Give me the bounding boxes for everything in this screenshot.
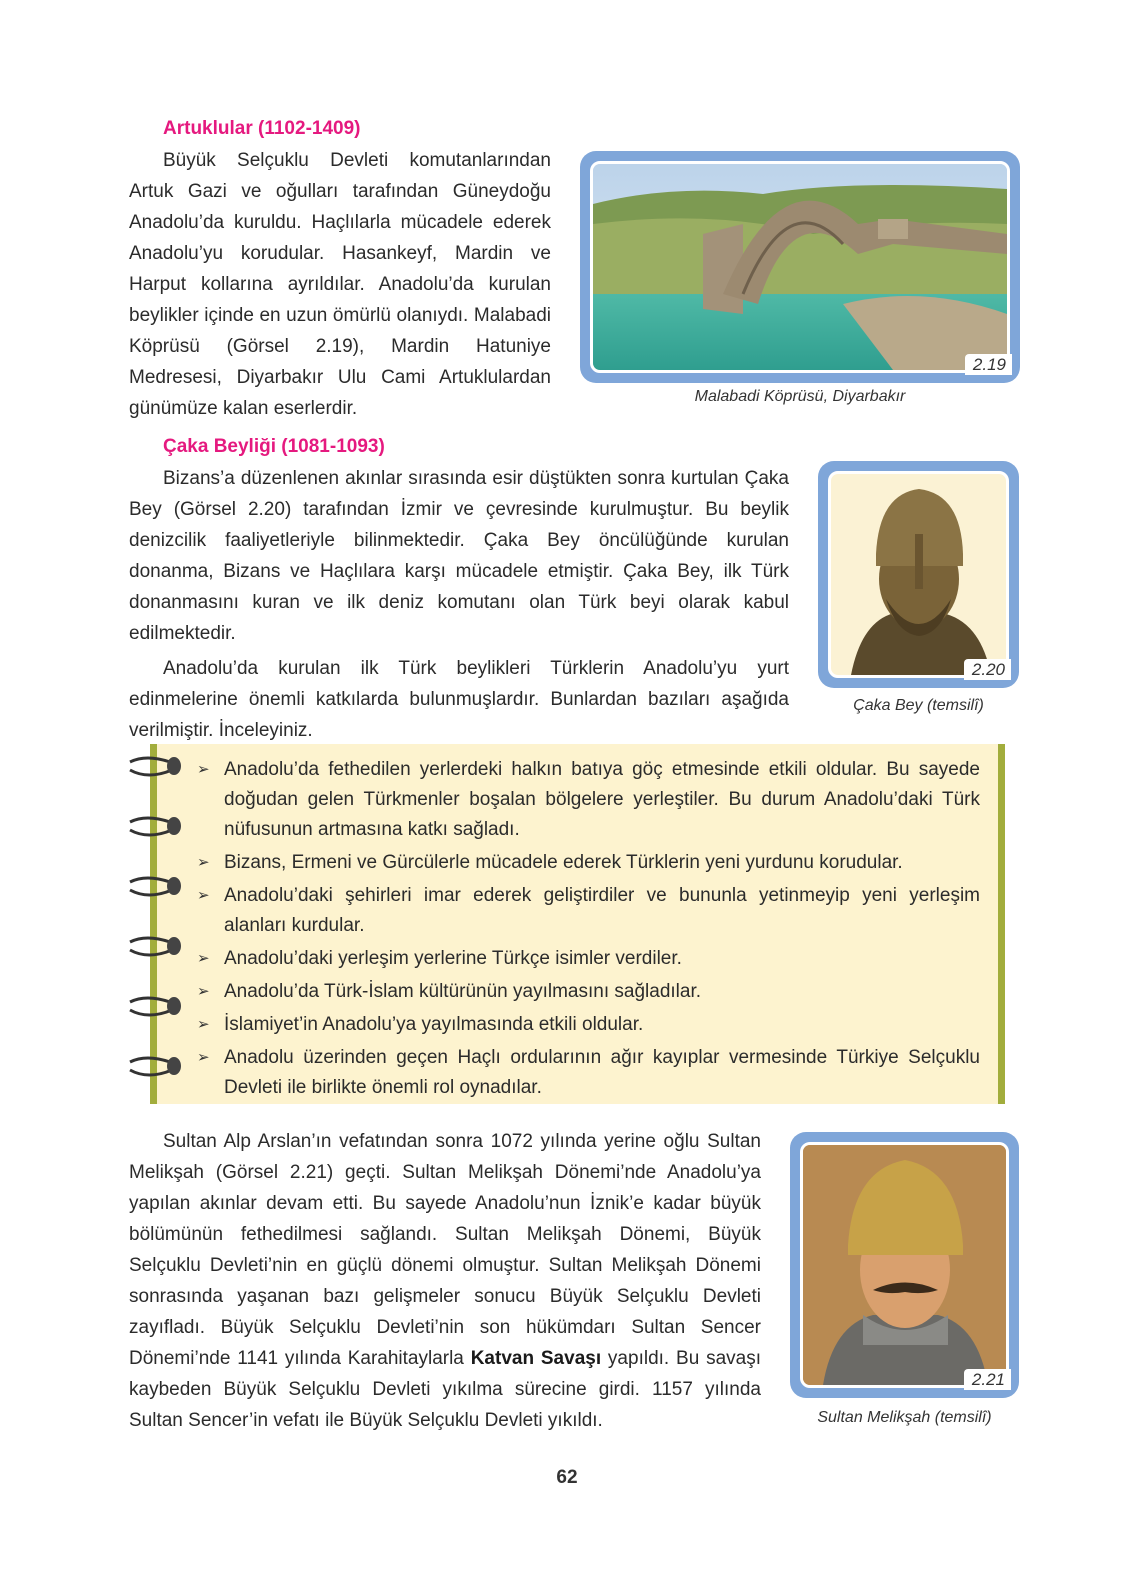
- note-item-5: [197, 977, 980, 1007]
- figure-2-19-number: 2.19: [965, 354, 1012, 375]
- arrow-bullet-icon: ➢: [197, 1016, 210, 1033]
- sultan-meliksah-portrait-image: [800, 1142, 1009, 1388]
- note-list: [197, 755, 980, 1106]
- arrow-bullet-icon: ➢: [197, 887, 210, 904]
- paragraph-caka-beyligi: [129, 463, 789, 746]
- notebook-note-box: [150, 744, 1005, 1104]
- arrow-bullet-icon: ➢: [197, 1049, 210, 1066]
- paragraph-sultan-meliksah-text: [129, 1126, 761, 1436]
- page-number: 62: [556, 1467, 578, 1488]
- heading-caka-beyligi: Çaka Beyliği (1081-1093): [163, 436, 385, 457]
- arrow-bullet-icon: ➢: [197, 983, 210, 1000]
- spiral-ring-icon: [126, 752, 184, 782]
- note-item-6: [197, 1010, 980, 1040]
- figure-2-20-frame: [818, 461, 1019, 688]
- figure-2-19-frame: [580, 151, 1020, 383]
- figure-2-20-caption: Çaka Bey (temsilî): [853, 697, 984, 714]
- arrow-bullet-icon: ➢: [197, 950, 210, 967]
- note-item-4-text: Anadolu’daki yerleşim yerlerine Türkçe isimler verdiler.: [224, 948, 682, 969]
- figure-2-19-caption: Malabadi Köprüsü, Diyarbakır: [694, 388, 906, 405]
- note-item-1: [197, 755, 980, 845]
- note-item-2: [197, 848, 980, 878]
- spiral-ring-icon: [126, 1052, 184, 1082]
- note-item-7: [197, 1043, 980, 1103]
- figure-2-20-number: 2.20: [964, 659, 1011, 680]
- heading-artuklular: Artuklular (1102-1409): [163, 118, 361, 139]
- note-item-4: [197, 944, 980, 974]
- note-item-2-text: Bizans, Ermeni ve Gürcülerle mücadele ederek Türklerin yeni yurdunu korudular.: [224, 852, 903, 873]
- paragraph-artuklular: [129, 145, 551, 424]
- arrow-bullet-icon: ➢: [197, 761, 210, 778]
- note-item-3-text: Anadolu’daki şehirleri imar ederek geliştirdiler ve bununla yetinmeyip yeni yerleşim alanları kurdular.: [224, 885, 980, 936]
- figure-2-21-number: 2.21: [964, 1369, 1011, 1390]
- note-left-strip: [150, 744, 157, 1104]
- spiral-ring-icon: [126, 932, 184, 962]
- bridge-illustration: [593, 164, 1007, 370]
- paragraph-caka-bey-text: Bizans’a düzenlenen akınlar sırasında esir düştükten sonra kurtulan Çaka Bey (Görsel 2.20) tarafından İzmir ve çevresinde kurulmuştur. Bu beylik denizcilik faaliyetleriyle bilinmektedir. Çaka Bey öncülüğünde kurulan donanma, Bizans ve Haçlılara karşı mücadele etmiştir. Çaka Bey, ilk Türk donanmasını kuran ve ilk deniz komutanı olan Türk beyi olarak kabul edilmektedir.: [129, 468, 789, 644]
- spiral-ring-icon: [126, 812, 184, 842]
- paragraph-artuklular-text: Büyük Selçuklu Devleti komutanlarından Artuk Gazi ve oğulları tarafından Güneydoğu Anadolu’da kuruldu. Haçlılarla mücadele ederek Anadolu’yu korudular. Hasankeyf, Mardin ve Harput kollarına ayrıldılar. Anadolu’da kurulan beylikler içinde en uzun ömürlü olanıydı. Malabadi Köprüsü (Görsel 2.19), Mardin Hatuniye Medresesi, Diyarbakır Ulu Cami Artuklulardan günümüze kalan eserlerdir.: [129, 150, 551, 419]
- note-item-1-text: Anadolu’da fethedilen yerlerdeki halkın batıya göç etmesinde etkili oldular. Bu sayede doğudan gelen Türkmenler boşalan bölgelere yerleştiler. Bu durum Anadolu’daki Türk nüfusunun artmasına katkı sağladı.: [224, 759, 980, 840]
- note-right-strip: [998, 744, 1005, 1104]
- note-item-5-text: Anadolu’da Türk-İslam kültürünün yayılmasını sağladılar.: [224, 981, 702, 1002]
- figure-2-21-frame: [790, 1132, 1019, 1398]
- note-item-3: [197, 881, 980, 941]
- paragraph-text-part-1: Sultan Alp Arslan’ın vefatından sonra 1072 yılında yerine oğlu Sultan Melikşah (Görsel 2.21) geçti. Sultan Melikşah Dönemi’nde Anadolu’ya yapılan akınlar devam etti. Bu sayede Anadolu’nun İznik’e kadar büyük bölümünün fethedilmesi sağlandı. Sultan Melikşah Dönemi, Büyük Selçuklu Devleti’nin en güçlü dönemi olmuştur. Sultan Melikşah Dönemi sonrasında yaşanan bazı gelişmeler sonucu Büyük Selçuklu Devleti zayıfladı. Büyük Selçuklu Devleti’nin son hükümdarı Sultan Sencer Dönemi’nde 1141 yılında Karahitaylarla: [129, 1131, 761, 1369]
- paragraph-sultan-meliksah: [129, 1126, 761, 1436]
- caka-bey-bust-image: [828, 471, 1009, 678]
- figure-2-21-caption: Sultan Melikşah (temsilî): [817, 1409, 992, 1426]
- portrait-illustration: [803, 1145, 1006, 1385]
- paragraph-text-part-2: yapıldı. Bu savaşı kaybeden Büyük Selçuklu Devleti yıkılma sürecine girdi. 1157 yılında Sultan Sencer’in vefatı ile Büyük Selçuklu Devleti yıkıldı.: [129, 1348, 761, 1431]
- note-item-7-text: Anadolu üzerinden geçen Haçlı ordularının ağır kayıplar vermesinde Türkiye Selçuklu Devleti ile birlikte önemli rol oynadılar.: [224, 1047, 980, 1098]
- malabadi-bridge-image: [590, 161, 1010, 373]
- note-item-6-text: İslamiyet’in Anadolu’ya yayılmasında etkili oldular.: [224, 1014, 644, 1035]
- arrow-bullet-icon: ➢: [197, 854, 210, 871]
- katvan-savasi-term: Katvan Savaşı: [470, 1348, 602, 1369]
- spiral-ring-icon: [126, 992, 184, 1022]
- paragraph-ilk-beylikler-text: Anadolu’da kurulan ilk Türk beylikleri Türklerin Anadolu’yu yurt edinmelerine önemli katkılarda bulunmuşlardır. Bunlardan bazıları aşağıda verilmiştir. İnceleyiniz.: [129, 658, 789, 741]
- bust-illustration: [831, 474, 1006, 675]
- spiral-ring-icon: [126, 872, 184, 902]
